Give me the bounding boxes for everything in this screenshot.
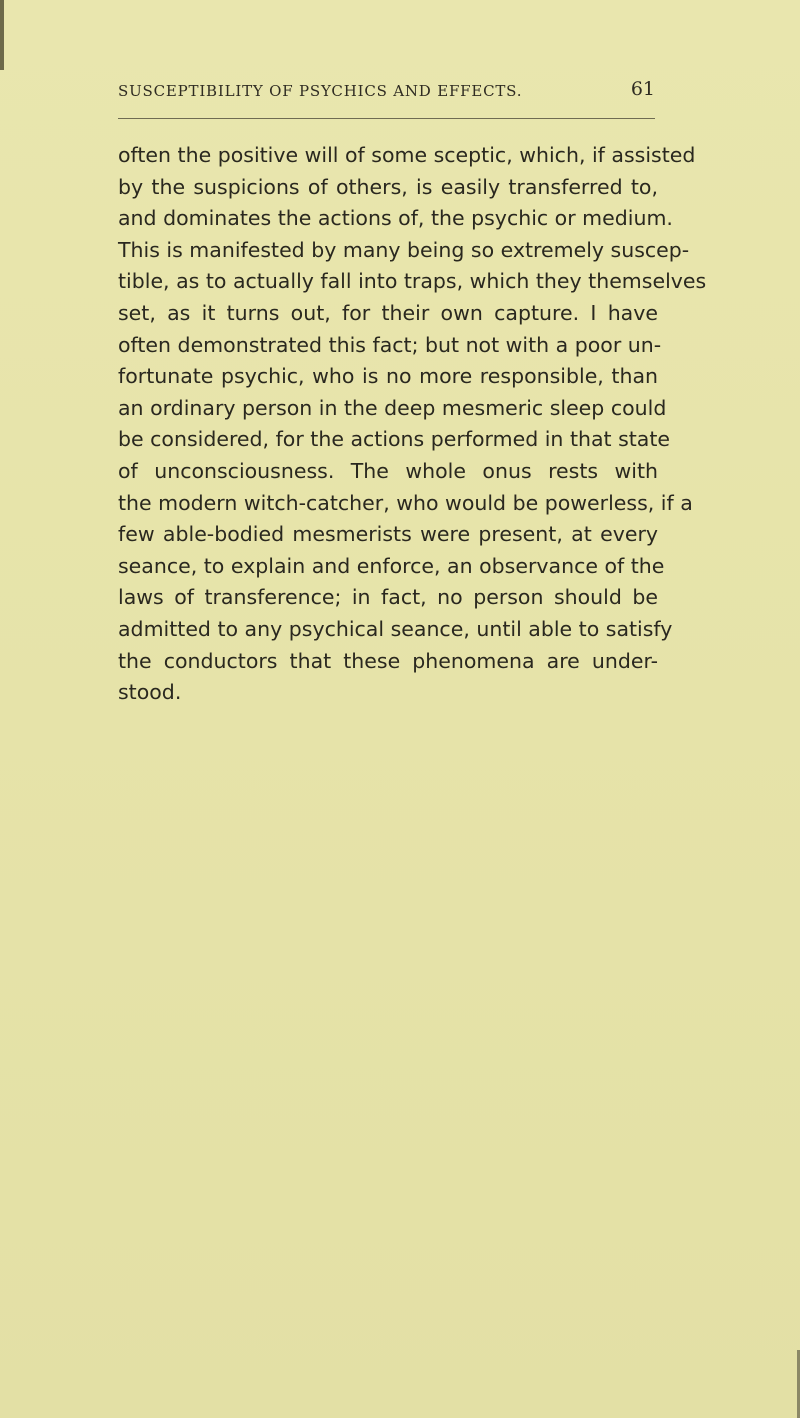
- text-line: admitted to any psychical seance, until able to satisfy: [118, 616, 673, 641]
- text-line: the conductors that these phenomena are under-: [118, 648, 658, 673]
- running-head: [118, 78, 655, 110]
- text-line: often demonstrated this fact; but not with a poor un-: [118, 332, 662, 357]
- body-paragraph: [118, 140, 707, 709]
- text-line: the modern witch-catcher, who would be powerless, if a: [118, 490, 693, 515]
- text-line: be considered, for the actions performed in that state: [118, 427, 671, 452]
- text-line: by the suspicions of others, is easily transferred to,: [118, 174, 658, 199]
- text-line: often the positive will of some sceptic, which, if assisted: [118, 143, 696, 167]
- text-line: laws of transference; in fact, no person should be: [118, 585, 658, 610]
- text-line: set, as it turns out, for their own capture. I have: [118, 300, 658, 325]
- header-rule: [118, 118, 655, 119]
- text-line: and dominates the actions of, the psychic or medium.: [118, 206, 673, 231]
- text-line: tible, as to actually fall into traps, which they themselves: [118, 269, 707, 294]
- text-line: This is manifested by many being so extremely suscep-: [118, 237, 690, 262]
- text-line: stood.: [118, 680, 182, 705]
- page-number: 61: [630, 78, 655, 100]
- text-line: few able-bodied mesmerists were present, at every: [118, 522, 658, 547]
- text-line: of unconsciousness. The whole onus rests with: [118, 458, 658, 483]
- page-edge-shadow-left: [0, 0, 4, 70]
- running-head-title: SUSCEPTIBILITY OF PSYCHICS AND EFFECTS.: [118, 82, 523, 100]
- text-line: an ordinary person in the deep mesmeric sleep could: [118, 395, 667, 420]
- text-line: fortunate psychic, who is no more responsible, than: [118, 364, 658, 389]
- text-line: seance, to explain and enforce, an observance of the: [118, 553, 665, 578]
